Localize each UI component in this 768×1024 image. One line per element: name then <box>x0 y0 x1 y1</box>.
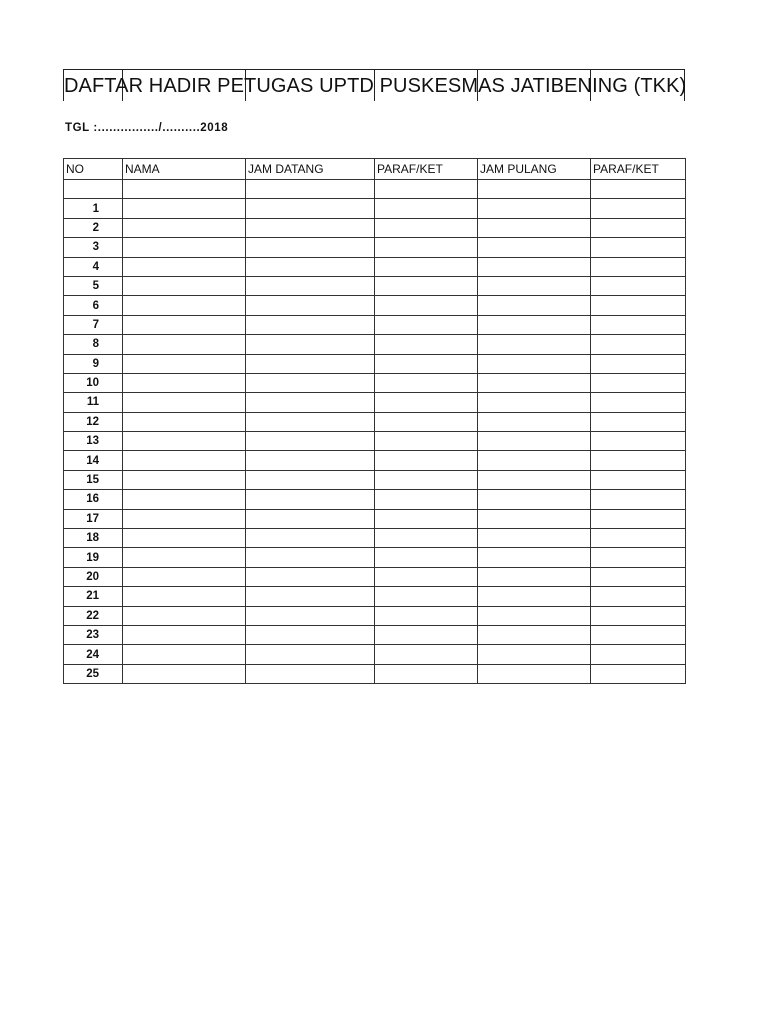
title-strip <box>63 69 685 101</box>
name-cell <box>123 238 246 257</box>
row-number <box>64 180 123 199</box>
jam-datang-cell <box>246 645 375 664</box>
table-row <box>64 548 686 567</box>
paraf-ket-cell <box>591 587 686 606</box>
paraf-ket-cell <box>591 373 686 392</box>
paraf-ket-cell <box>591 509 686 528</box>
paraf-ket-cell <box>591 567 686 586</box>
table-row <box>64 393 686 412</box>
name-cell <box>123 451 246 470</box>
jam-pulang-cell <box>478 432 591 451</box>
table-row <box>64 432 686 451</box>
name-cell <box>123 529 246 548</box>
document-title: DAFTAR HADIR PETUGAS UPTD PUSKESMAS JATIBENING (TKK) <box>64 75 687 97</box>
row-number: 17 <box>64 509 123 528</box>
date-line: TGL :................/..........2018 <box>65 122 229 134</box>
jam-datang-cell <box>246 509 375 528</box>
paraf-ket-cell <box>591 276 686 295</box>
header-paraf-ket: PARAF/KET <box>375 159 478 180</box>
paraf-ket-cell <box>375 238 478 257</box>
name-cell <box>123 587 246 606</box>
jam-pulang-cell <box>478 335 591 354</box>
jam-datang-cell <box>246 315 375 334</box>
paraf-ket-cell <box>591 451 686 470</box>
jam-pulang-cell <box>478 490 591 509</box>
paraf-ket-cell <box>375 529 478 548</box>
paraf-ket-cell <box>375 276 478 295</box>
name-cell <box>123 548 246 567</box>
paraf-ket-cell <box>591 529 686 548</box>
jam-datang-cell <box>246 490 375 509</box>
row-number: 1 <box>64 199 123 218</box>
table-row <box>64 276 686 295</box>
jam-pulang-cell <box>478 529 591 548</box>
table-row <box>64 470 686 489</box>
jam-pulang-cell <box>478 315 591 334</box>
jam-datang-cell <box>246 470 375 489</box>
paraf-ket-cell <box>375 354 478 373</box>
paraf-ket-cell <box>375 296 478 315</box>
table-row <box>64 412 686 431</box>
name-cell <box>123 218 246 237</box>
table-row <box>64 587 686 606</box>
row-number: 23 <box>64 625 123 644</box>
jam-datang-cell <box>246 529 375 548</box>
jam-pulang-cell <box>478 276 591 295</box>
paraf-ket-cell <box>591 238 686 257</box>
name-cell <box>123 354 246 373</box>
table-row <box>64 567 686 586</box>
jam-pulang-cell <box>478 645 591 664</box>
name-cell <box>123 257 246 276</box>
name-cell <box>123 412 246 431</box>
jam-datang-cell <box>246 393 375 412</box>
row-number: 2 <box>64 218 123 237</box>
row-number: 4 <box>64 257 123 276</box>
paraf-ket-cell <box>375 490 478 509</box>
row-number: 15 <box>64 470 123 489</box>
paraf-ket-cell <box>375 432 478 451</box>
name-cell <box>123 625 246 644</box>
jam-datang-cell <box>246 354 375 373</box>
jam-datang-cell <box>246 412 375 431</box>
paraf-ket-cell <box>375 335 478 354</box>
table-row <box>64 257 686 276</box>
row-number: 3 <box>64 238 123 257</box>
header-row <box>64 159 686 180</box>
row-number: 14 <box>64 451 123 470</box>
row-number: 10 <box>64 373 123 392</box>
jam-datang-cell <box>246 451 375 470</box>
paraf-ket-cell <box>591 218 686 237</box>
paraf-ket-cell <box>375 606 478 625</box>
header-paraf-ket: PARAF/KET <box>591 159 686 180</box>
jam-pulang-cell <box>478 470 591 489</box>
attendance-table <box>63 158 686 684</box>
name-cell <box>123 645 246 664</box>
paraf-ket-cell <box>375 315 478 334</box>
jam-datang-cell <box>246 238 375 257</box>
paraf-ket-cell <box>375 412 478 431</box>
jam-pulang-cell <box>478 393 591 412</box>
jam-pulang-cell <box>478 296 591 315</box>
row-number: 25 <box>64 664 123 683</box>
table-row <box>64 451 686 470</box>
jam-datang-cell <box>246 625 375 644</box>
table-row <box>64 199 686 218</box>
table-row <box>64 335 686 354</box>
row-number: 18 <box>64 529 123 548</box>
row-number: 11 <box>64 393 123 412</box>
jam-datang-cell <box>246 587 375 606</box>
jam-datang-cell <box>246 664 375 683</box>
jam-datang-cell <box>246 373 375 392</box>
jam-pulang-cell <box>478 373 591 392</box>
jam-datang-cell <box>246 218 375 237</box>
paraf-ket-cell <box>591 335 686 354</box>
row-number: 8 <box>64 335 123 354</box>
paraf-ket-cell <box>375 393 478 412</box>
paraf-ket-cell <box>591 645 686 664</box>
paraf-ket-cell <box>591 664 686 683</box>
paraf-ket-cell <box>591 625 686 644</box>
paraf-ket-cell <box>375 180 478 199</box>
table-row <box>64 218 686 237</box>
paraf-ket-cell <box>591 199 686 218</box>
table-row <box>64 315 686 334</box>
jam-datang-cell <box>246 335 375 354</box>
jam-pulang-cell <box>478 567 591 586</box>
paraf-ket-cell <box>591 315 686 334</box>
row-number: 6 <box>64 296 123 315</box>
name-cell <box>123 664 246 683</box>
table-row <box>64 509 686 528</box>
jam-pulang-cell <box>478 451 591 470</box>
paraf-ket-cell <box>375 587 478 606</box>
jam-datang-cell <box>246 276 375 295</box>
table-row <box>64 606 686 625</box>
paraf-ket-cell <box>375 451 478 470</box>
row-number: 16 <box>64 490 123 509</box>
table-row <box>64 354 686 373</box>
paraf-ket-cell <box>591 412 686 431</box>
paraf-ket-cell <box>375 373 478 392</box>
table-row <box>64 296 686 315</box>
row-number: 7 <box>64 315 123 334</box>
jam-pulang-cell <box>478 587 591 606</box>
jam-pulang-cell <box>478 180 591 199</box>
table-row <box>64 645 686 664</box>
paraf-ket-cell <box>375 199 478 218</box>
table-row <box>64 625 686 644</box>
header-nama: NAMA <box>123 159 246 180</box>
name-cell <box>123 393 246 412</box>
name-cell <box>123 490 246 509</box>
paraf-ket-cell <box>591 257 686 276</box>
header-jam-datang: JAM DATANG <box>246 159 375 180</box>
jam-pulang-cell <box>478 625 591 644</box>
jam-datang-cell <box>246 180 375 199</box>
paraf-ket-cell <box>375 218 478 237</box>
row-number: 12 <box>64 412 123 431</box>
name-cell <box>123 335 246 354</box>
row-number: 21 <box>64 587 123 606</box>
row-number: 9 <box>64 354 123 373</box>
paraf-ket-cell <box>591 180 686 199</box>
paraf-ket-cell <box>375 509 478 528</box>
table-row <box>64 373 686 392</box>
jam-pulang-cell <box>478 257 591 276</box>
paraf-ket-cell <box>591 354 686 373</box>
paraf-ket-cell <box>375 664 478 683</box>
row-number: 22 <box>64 606 123 625</box>
jam-pulang-cell <box>478 238 591 257</box>
table-row <box>64 664 686 683</box>
paraf-ket-cell <box>591 432 686 451</box>
header-jam-pulang: JAM PULANG <box>478 159 591 180</box>
header-no: NO <box>64 159 123 180</box>
jam-datang-cell <box>246 606 375 625</box>
jam-pulang-cell <box>478 199 591 218</box>
paraf-ket-cell <box>375 470 478 489</box>
paraf-ket-cell <box>591 393 686 412</box>
paraf-ket-cell <box>591 606 686 625</box>
jam-datang-cell <box>246 548 375 567</box>
name-cell <box>123 180 246 199</box>
name-cell <box>123 296 246 315</box>
jam-pulang-cell <box>478 218 591 237</box>
jam-datang-cell <box>246 567 375 586</box>
name-cell <box>123 470 246 489</box>
table-row <box>64 529 686 548</box>
jam-datang-cell <box>246 432 375 451</box>
name-cell <box>123 199 246 218</box>
jam-datang-cell <box>246 257 375 276</box>
name-cell <box>123 276 246 295</box>
paraf-ket-cell <box>591 470 686 489</box>
paraf-ket-cell <box>375 567 478 586</box>
paraf-ket-cell <box>591 548 686 567</box>
name-cell <box>123 606 246 625</box>
name-cell <box>123 373 246 392</box>
name-cell <box>123 509 246 528</box>
jam-pulang-cell <box>478 509 591 528</box>
row-number: 13 <box>64 432 123 451</box>
name-cell <box>123 567 246 586</box>
jam-pulang-cell <box>478 354 591 373</box>
row-number: 19 <box>64 548 123 567</box>
jam-pulang-cell <box>478 606 591 625</box>
row-number: 24 <box>64 645 123 664</box>
jam-datang-cell <box>246 199 375 218</box>
table-row <box>64 238 686 257</box>
table-row <box>64 490 686 509</box>
name-cell <box>123 315 246 334</box>
row-number: 20 <box>64 567 123 586</box>
jam-pulang-cell <box>478 412 591 431</box>
paraf-ket-cell <box>591 490 686 509</box>
table-row <box>64 180 686 199</box>
jam-pulang-cell <box>478 664 591 683</box>
name-cell <box>123 432 246 451</box>
paraf-ket-cell <box>375 548 478 567</box>
jam-pulang-cell <box>478 548 591 567</box>
paraf-ket-cell <box>375 257 478 276</box>
paraf-ket-cell <box>375 625 478 644</box>
paraf-ket-cell <box>591 296 686 315</box>
row-number: 5 <box>64 276 123 295</box>
jam-datang-cell <box>246 296 375 315</box>
paraf-ket-cell <box>375 645 478 664</box>
